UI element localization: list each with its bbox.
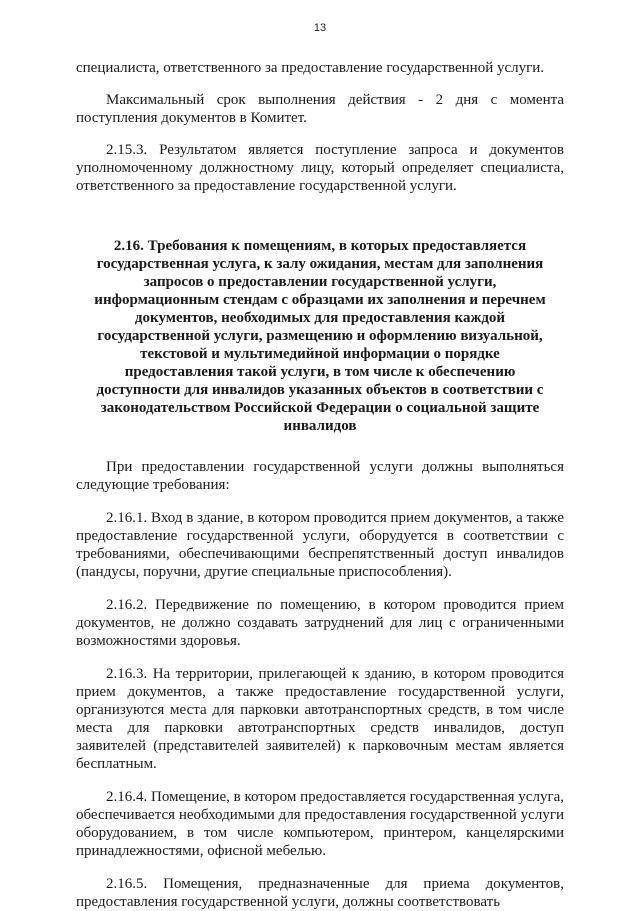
page-number: 13 (313, 22, 327, 34)
paragraph: При предоставлении государственной услуги должны выполняться следующие требования: (76, 459, 564, 493)
section-heading: 2.16. Требования к помещениям, в которых предоставляется государственная услуга, к залу ожидания, местам для заполнения запросов о предоставлении государственной услуги, информационным стендам с образцами их заполнения и перечнем документов, необходимых для предоставления каждой государственной услуги, размещению и оформлению визуальной, текстовой и мультимедийной информации о порядке предоставления такой услуги, в том числе к обеспечению доступности для инвалидов указанных объектов в соответствии с законодательством Российской Федерации о социальной защите инвалидов (94, 238, 546, 434)
paragraph: 2.16.2. Передвижение по помещению, в котором проводится прием документов, не должно создавать затруднений для лиц с ограниченными возможностями здоровья. (76, 597, 564, 649)
paragraph: 2.16.1. Вход в здание, в котором проводится прием документов, а также предоставление государственной услуги, оборудуется в соответствии с требованиями, обеспечивающими беспрепятственный доступ инвалидов (пандусы, поручни, другие специальные приспособления). (76, 510, 564, 580)
paragraph: 2.15.3. Результатом является поступление запроса и документов уполномоченному должностному лицу, который определяет специалиста, ответственного за предоставление государственной услуги. (76, 142, 564, 194)
document-body (76, 59, 564, 911)
paragraph: 2.16.3. На территории, прилегающей к зданию, в котором проводится прием документов, а также предоставление государственной услуги, организуются места для парковки автотранспортных средств, в том числе места для парковки автотранспортных средств инвалидов, доступ заявителей (представителей заявителей) к парковочным местам является бесплатным. (76, 666, 564, 772)
paragraph: 2.16.4. Помещение, в котором предоставляется государственная услуга, обеспечивается необходимыми для предоставления государственной услуги оборудованием, в том числе компьютером, принтером, канцелярскими принадлежностями, офисной мебелью. (76, 789, 564, 859)
paragraph: 2.16.5. Помещения, предназначенные для приема документов, предоставления государственной услуги, должны соответствовать (76, 876, 564, 910)
paragraph: специалиста, ответственного за предоставление государственной услуги. (76, 60, 545, 76)
paragraph: Максимальный срок выполнения действия - 2 дня с момента поступления документов в Комитет. (76, 92, 564, 126)
